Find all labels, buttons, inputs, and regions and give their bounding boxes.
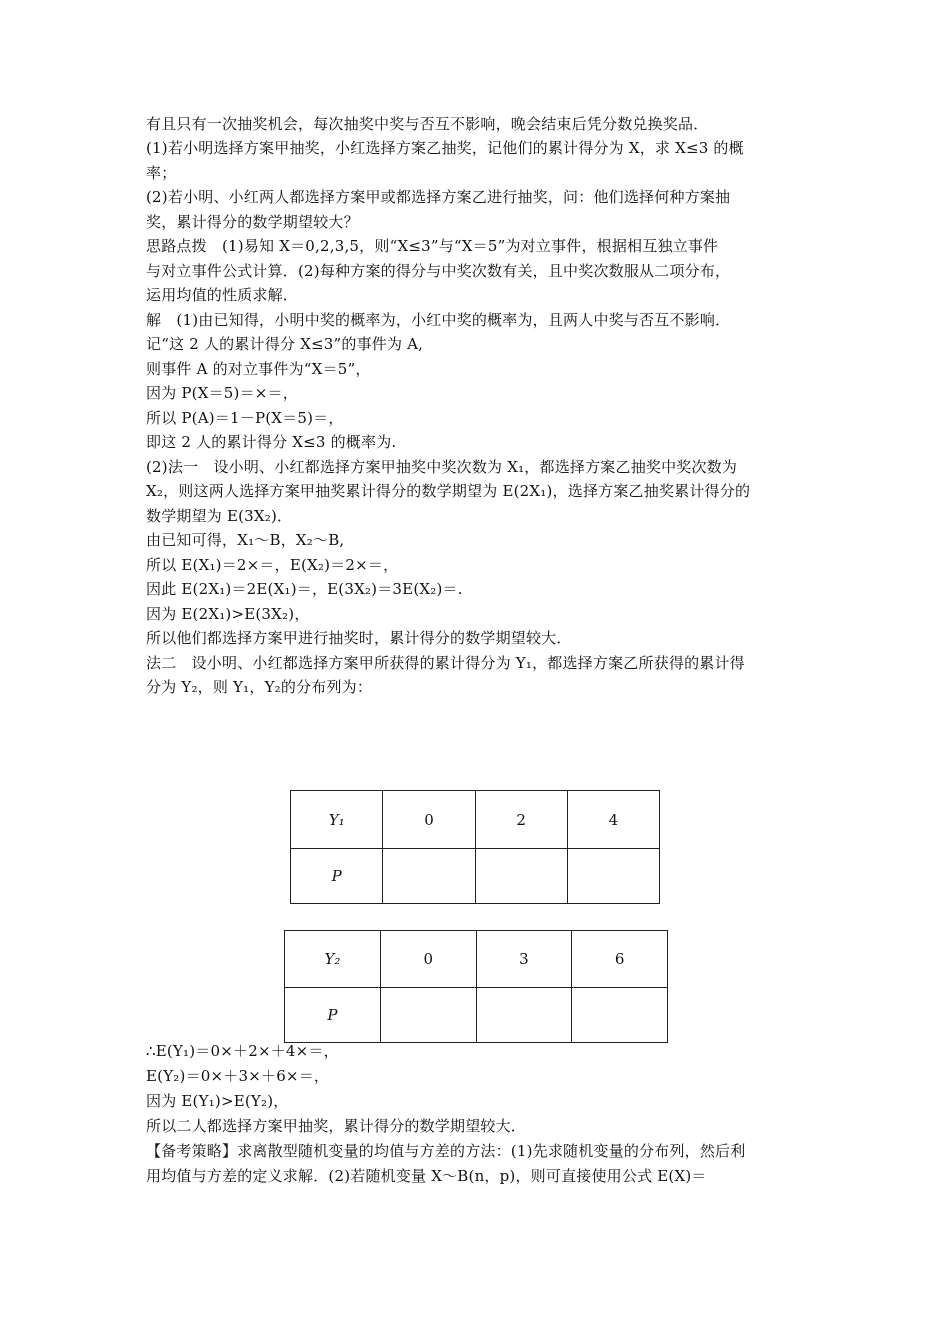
text-line: 所以二人都选择方案甲抽奖，累计得分的数学期望较大． [146,1117,527,1135]
table-prob-cell [572,988,668,1043]
table-value: 0 [383,791,475,849]
table-prob-cell [380,988,476,1043]
text-line: X₂，则这两人选择方案甲抽奖累计得分的数学期望为 E(2X₁)，选择方案乙抽奖累计得分的 [146,482,751,500]
text-line: 记“这 2 人的累计得分 X≤3”的事件为 A, [146,335,424,353]
table-prob-cell [475,849,567,904]
text-line: ∴E(Y₁)＝0×＋2×＋4×＝， [146,1042,339,1060]
text-line: 与对立事件公式计算．(2)每种方案的得分与中奖次数有关，且中奖次数服从二项分布， [146,262,731,280]
text-line: 分为 Y₂，则 Y₁，Y₂的分布列为： [146,678,373,696]
table-prob-label: P [291,849,383,904]
text-line: 思路点拨 (1)易知 X＝0,2,3,5，则“X≤3”与“X＝5”为对立事件，根据相互独立事件 [146,237,719,255]
table-prob-cell [476,988,572,1043]
table-prob-label: P [285,988,381,1043]
text-line: 有且只有一次抽奖机会，每次抽奖中奖与否互不影响，晚会结束后凭分数兑换奖品． [146,115,709,133]
text-line: 因为 E(Y₁)>E(Y₂)， [146,1092,289,1110]
table-value: 3 [476,931,572,988]
text-line: 率； [146,164,177,182]
text-line: (1)若小明选择方案甲抽奖，小红选择方案乙抽奖，记他们的累计得分为 X，求 X≤3 的概 [146,139,744,157]
text-line: 则事件 A 的对立事件为“X＝5”， [146,360,371,378]
table-value: 0 [380,931,476,988]
table-value: 6 [572,931,668,988]
text-line: 法二 设小明、小红都选择方案甲所获得的累计得分为 Y₁，都选择方案乙所获得的累计得 [146,654,745,672]
table-header-var: Y₁ [291,791,383,849]
text-line: 用均值与方差的定义求解．(2)若随机变量 X～B(n，p)，则可直接使用公式 E(X)＝ [146,1167,707,1185]
text-line: 所以 P(A)＝1－P(X＝5)＝， [146,409,344,427]
text-line: 所以 E(X₁)＝2×＝，E(X₂)＝2×＝， [146,556,399,574]
table-prob-cell [383,849,475,904]
text-line: 奖，累计得分的数学期望较大？ [146,213,359,231]
text-line: 数学期望为 E(3X₂)． [146,507,293,525]
table-value: 2 [475,791,567,849]
distribution-table-y2 [284,930,668,1043]
text-line: 解 (1)由已知得，小明中奖的概率为，小红中奖的概率为，且两人中奖与否互不影响． [146,311,731,329]
text-line: 因为 E(2X₁)>E(3X₂)， [146,605,310,623]
table-header-var: Y₂ [285,931,381,988]
text-line: 即这 2 人的累计得分 X≤3 的概率为. [146,433,397,451]
text-line: (2)法一 设小明、小红都选择方案甲抽奖中奖次数为 X₁，都选择方案乙抽奖中奖次数为 [146,458,738,476]
distribution-table-y1 [290,790,660,904]
text-line: 【备考策略】求离散型随机变量的均值与方差的方法：(1)先求随机变量的分布列，然后利 [146,1142,746,1160]
text-line: E(Y₂)＝0×＋3×＋6×＝， [146,1067,330,1085]
table-value: 4 [567,791,659,849]
text-line: 由已知可得，X₁～B，X₂～B, [146,531,345,549]
text-line: 运用均值的性质求解． [146,286,299,304]
table-prob-cell [567,849,659,904]
text-line: 因为 P(X＝5)＝×＝， [146,384,298,402]
text-line: 所以他们都选择方案甲进行抽奖时，累计得分的数学期望较大． [146,629,572,647]
text-line: (2)若小明、小红两人都选择方案甲或都选择方案乙进行抽奖，问：他们选择何种方案抽 [146,188,731,206]
text-line: 因此 E(2X₁)＝2E(X₁)＝，E(3X₂)＝3E(X₂)＝. [146,580,463,598]
